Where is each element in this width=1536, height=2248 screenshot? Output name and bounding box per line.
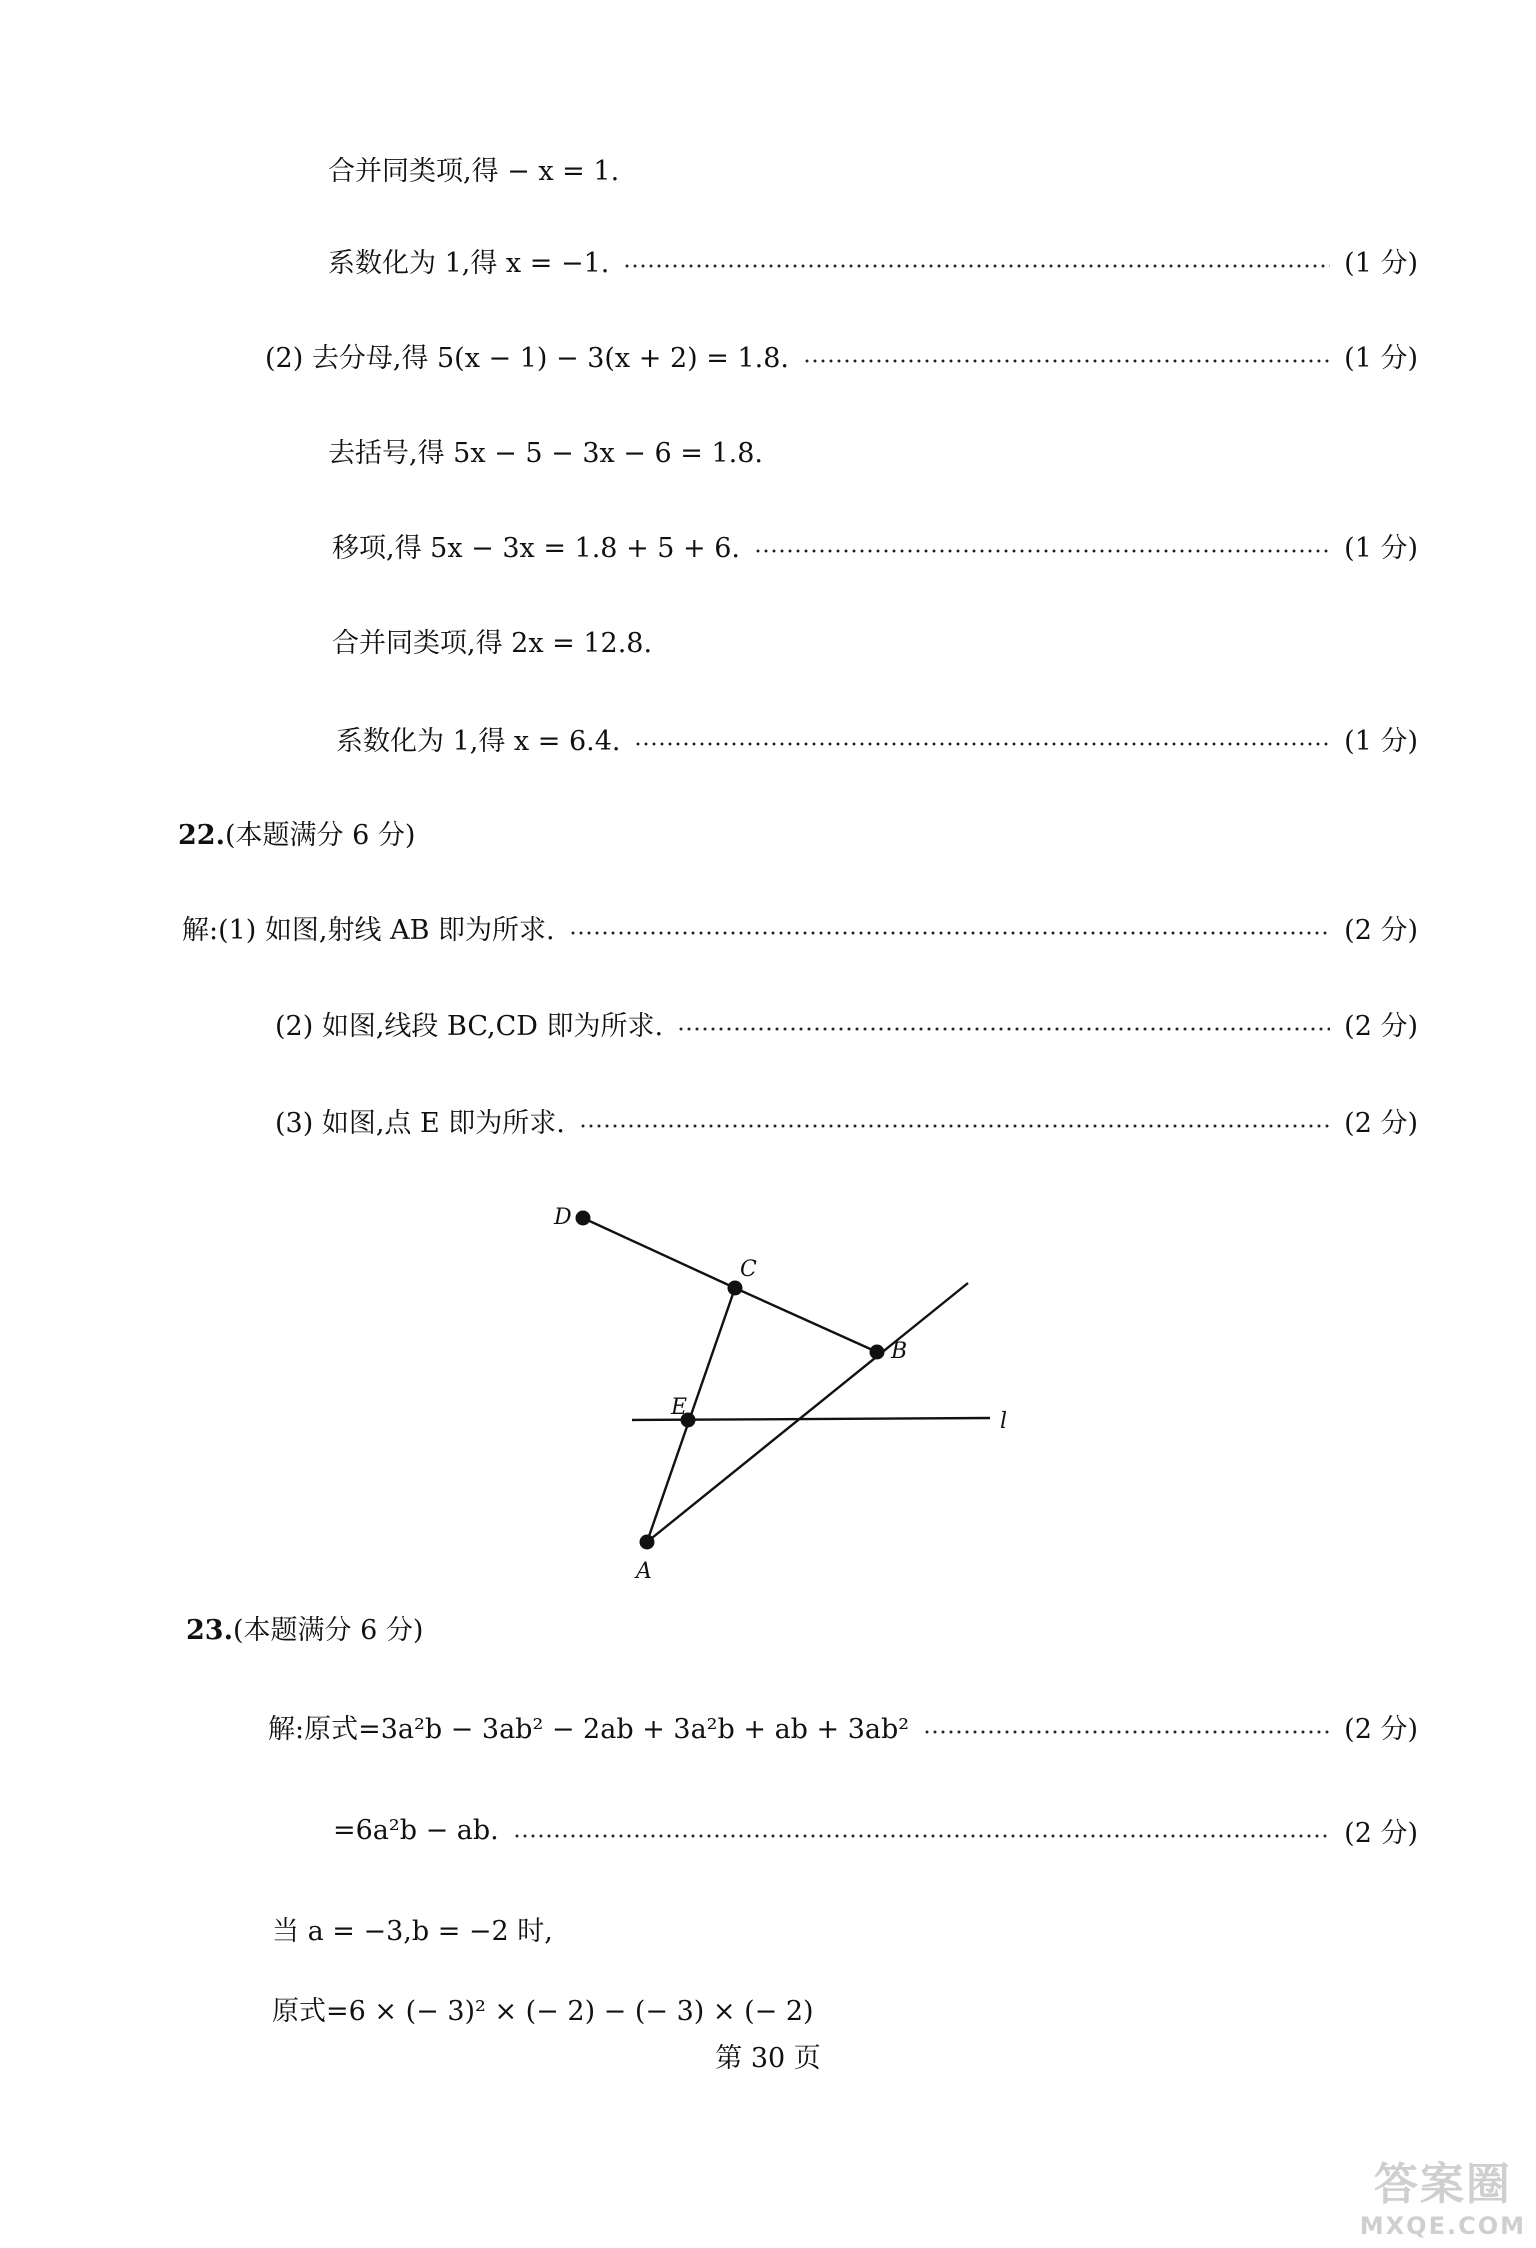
point-B [870, 1345, 885, 1360]
q21-p2-move-text: 移项,得 5x − 3x = 1.8 + 5 + 6. [332, 532, 741, 564]
score-label: (2 分) [1344, 1010, 1418, 1042]
label-A: A [636, 1559, 652, 1584]
q22-number: 22. [178, 820, 225, 851]
q21-p2-coef-text: 系数化为 1,得 x = 6.4. [336, 725, 621, 757]
q21-p2-merge-text: 合并同类项,得 2x = 12.8. [332, 627, 653, 659]
dotted-leader [923, 1730, 1330, 1734]
label-l: l [1000, 1409, 1008, 1434]
q23-number: 23. [186, 1615, 233, 1646]
point-D [576, 1211, 591, 1226]
dotted-leader [513, 1834, 1330, 1838]
q22-sol1-text: 解:(1) 如图,射线 AB 即为所求. [182, 914, 555, 946]
q23-sol2-line [333, 1810, 1418, 1850]
score-label: (2 分) [1344, 1713, 1418, 1745]
q23-orig-line [272, 1988, 814, 2028]
q23-when-line [272, 1908, 553, 1948]
score-label: (1 分) [1344, 725, 1418, 757]
q22-sol3-text: (3) 如图,点 E 即为所求. [275, 1107, 565, 1139]
q21-p1-coef-text: 系数化为 1,得 x = −1. [328, 247, 610, 279]
q22-sol2-text: (2) 如图,线段 BC,CD 即为所求. [275, 1010, 664, 1042]
score-label: (2 分) [1344, 1107, 1418, 1139]
watermark-top-text: 答案圈 [1373, 2159, 1512, 2210]
label-D: D [554, 1205, 572, 1230]
q23-sol1-line [268, 1706, 1418, 1746]
score-label: (1 分) [1344, 247, 1418, 279]
score-label: (2 分) [1344, 1817, 1418, 1849]
score-label: (1 分) [1344, 342, 1418, 374]
q22-heading-text: (本题满分 6 分) [224, 820, 416, 851]
watermark-logo [1360, 2148, 1526, 2240]
label-C: C [740, 1257, 757, 1282]
q23-heading [186, 1608, 423, 1647]
label-B: B [891, 1339, 908, 1364]
segment-DC [583, 1218, 735, 1288]
q23-orig-text: 原式=6 × (− 3)² × (− 2) − (− 3) × (− 2) [272, 1995, 814, 2027]
score-label: (2 分) [1344, 914, 1418, 946]
point-C [728, 1281, 743, 1296]
q23-heading-text: (本题满分 6 分) [232, 1615, 424, 1646]
q21-p2-bracket-text: 去括号,得 5x − 5 − 3x − 6 = 1.8. [328, 437, 764, 469]
point-A [640, 1535, 655, 1550]
q21-p2-denom-text: (2) 去分母,得 5(x − 1) − 3(x + 2) = 1.8. [265, 342, 789, 374]
label-E: E [671, 1395, 688, 1420]
q23-when-text: 当 a = −3,b = −2 时, [272, 1915, 553, 1947]
page-number: 第 30 页 [715, 2043, 821, 2074]
q21-p1-merge-text: 合并同类项,得 − x = 1. [328, 155, 620, 187]
q23-sol1-text: 解:原式=3a²b − 3ab² − 2ab + 3a²b + ab + 3ab² [268, 1713, 910, 1745]
q23-sol2-text: =6a²b − ab. [333, 1814, 499, 1846]
segment-CB [735, 1288, 877, 1352]
watermark-bottom-text: MXQE.COM [1359, 2212, 1526, 2240]
score-label: (1 分) [1344, 532, 1418, 564]
